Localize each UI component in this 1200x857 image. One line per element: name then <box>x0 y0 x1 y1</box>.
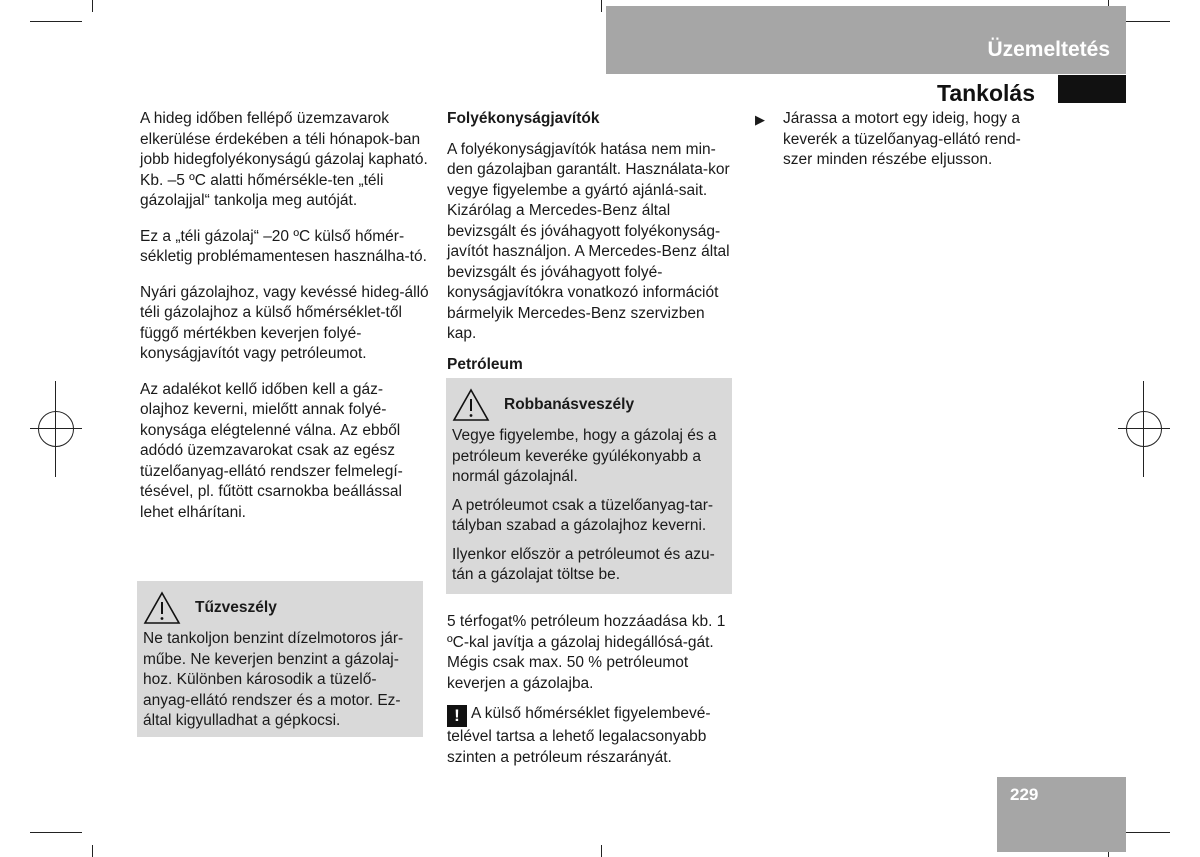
paragraph-additive-timing: Az adalékot kellő időben kell a gáz-olajhoz keverni, mielőtt annak folyé-konysága elégtelenné válna. Az ebből adódó üzemzavarokat csak az egész tüzelőanyag-ellátó rendszer felmelegí-tésével, pl. fűtött csarnokba beállással lehet elhárítani. <box>140 380 403 521</box>
warning-triangle-icon <box>143 591 181 625</box>
note-kerosene-share <box>447 704 735 768</box>
warning-header <box>452 388 726 422</box>
bullet-arrow-icon: ▶ <box>755 112 765 127</box>
warning-paragraph-mixing-location: A petróleumot csak a tüzelőanyag-tar-tályban szabad a gázolajhoz keverni. <box>452 496 714 534</box>
warning-label: Robbanásveszély <box>504 396 635 413</box>
warning-paragraph-fill-order: Ilyenkor először a petróleumot és azu-tán a gázolajat töltse be. <box>452 545 715 583</box>
column-middle-lower <box>447 612 735 768</box>
column-middle <box>447 109 735 385</box>
registration-mark-left <box>38 411 74 447</box>
heading-flow-improvers: Folyékonyságjavítók <box>447 110 600 127</box>
bullet-text: Járassa a motort egy ideig, hogy a keverék a tüzelőanyag-ellátó rend-szer minden részébe eljusson. <box>783 110 1021 168</box>
paragraph-winter-diesel: A hideg időben fellépő üzemzavarok elkerülése érdekében a téli hónapok-ban jobb hidegfolyékonyságú gázolaj kapható. Kb. –5 ºC alatti hőmérsékle-ten „téli gázolajjal“ tankolja meg autóját. <box>140 110 428 209</box>
paragraph-winter-diesel-limit: Ez a „téli gázolaj“ –20 ºC külső hőmér-sékletig problémamentesen használha-tó. <box>140 227 427 265</box>
warning-paragraph-flammability: Vegye figyelembe, hogy a gázolaj és a petróleum keveréke gyúlékonyabb a normál gázolajnál. <box>452 427 717 485</box>
warning-label: Tűzveszély <box>195 599 277 616</box>
paragraph-summer-diesel: Nyári gázolajhoz, vagy kevéssé hideg-álló téli gázolajhoz a külső hőmérséklet-től függő mértékben keverjen folyé-konyságjavítót vagy petróleumot. <box>140 283 429 362</box>
list-item <box>755 109 1040 171</box>
page-number-box <box>997 777 1126 852</box>
paragraph-kerosene-ratio: 5 térfogat% petróleum hozzáadása kb. 1 ºC-kal javítja a gázolaj hidegállósá-gát. Mégis csak max. 50 % petróleumot keverjen a gázolajba. <box>447 613 726 692</box>
warning-header <box>143 591 417 625</box>
title-marker-block <box>1058 75 1126 103</box>
column-left <box>140 109 430 538</box>
registration-mark-right <box>1126 411 1162 447</box>
warning-triangle-icon <box>452 388 490 422</box>
paragraph-flow-improvers: A folyékonyságjavítók hatása nem min-den gázolajban garantált. Használata-kor vegye figyelembe a gyártó ajánlá-sait. Kizárólag a Mercedes-Benz által bevizsgált és jóváhagyott folyékonyság-javítót használjon. A Mercedes-Benz által bevizsgált és jóváhagyott folyé-konyságjavítókra vonatkozó információt bármelyik Mercedes-Benz szervizben kap. <box>447 140 730 342</box>
heading-kerosene: Petróleum <box>447 355 523 373</box>
section-title: Üzemeltetés <box>987 38 1110 61</box>
exclamation-icon: ! <box>447 705 467 727</box>
fire-hazard-warning-box <box>137 581 423 737</box>
column-right <box>755 109 1040 171</box>
page-title: Tankolás <box>937 80 1035 106</box>
explosion-hazard-warning-box <box>446 378 732 594</box>
page-number: 229 <box>1010 785 1039 804</box>
note-text: A külső hőmérséklet figyelembevé-telével tartsa a lehető legalacsonyabb szinten a petróleum részarányát. <box>447 705 711 766</box>
warning-text: Ne tankoljon benzint dízelmotoros jár-műbe. Ne keverjen benzint a gázolaj-hoz. Különben károsodik a tüzelő-anyag-ellátó rendszer és a motor. Ez-által kigyulladhat a gépkocsi. <box>143 630 404 729</box>
